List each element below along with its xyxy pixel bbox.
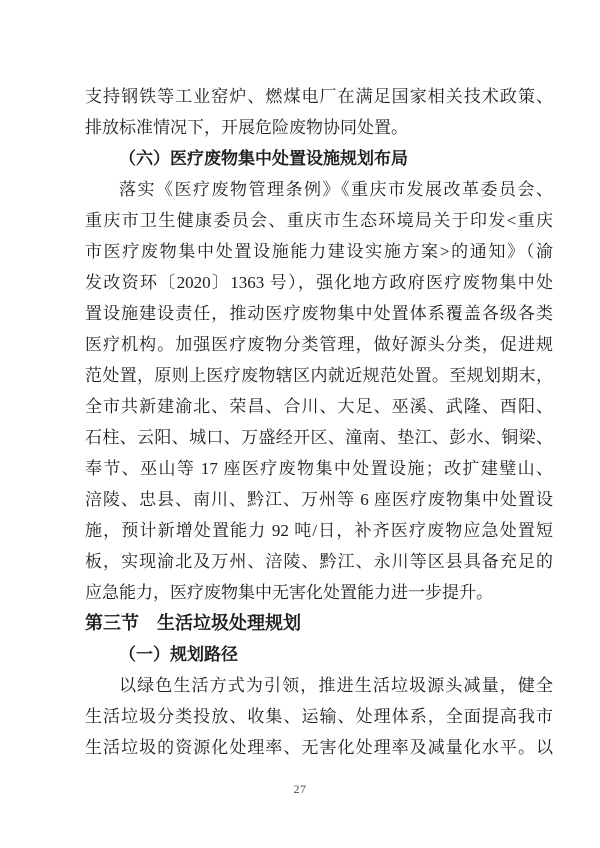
- text-line: 置设施建设责任，推动医疗废物集中处置体系覆盖各级各类: [85, 304, 553, 323]
- text-line: 石柱、云阳、城口、万盛经开区、潼南、垫江、彭水、铜梁、: [85, 428, 553, 447]
- text-line: 市医疗废物集中处置设施能力建设实施方案>的通知》（渝: [85, 242, 553, 261]
- document-body: [85, 81, 553, 763]
- text-line: 排放标准情况下，开展危险废物协同处置。: [85, 118, 408, 137]
- text-line: 发改资环〔2020〕1363 号），强化地方政府医疗废物集中处: [85, 273, 553, 292]
- text-line: 全市共新建渝北、荣昌、合川、大足、巫溪、武隆、酉阳、: [85, 397, 553, 416]
- text-line: 涪陵、忠县、南川、黔江、万州等 6 座医疗废物集中处置设: [85, 490, 553, 509]
- text-line: 板，实现渝北及万州、涪陵、黔江、永川等区县具备充足的: [85, 552, 553, 571]
- page-number: 27: [293, 782, 307, 796]
- sub-heading: （六）医疗废物集中处置设施规划布局: [119, 149, 408, 168]
- text-line: 以绿色生活方式为引领，推进生活垃圾源头减量，健全: [119, 676, 553, 695]
- text-line: 应急能力，医疗废物集中无害化处置能力进一步提升。: [85, 583, 493, 602]
- sub-heading: （一）规划路径: [119, 645, 238, 664]
- text-line: 医疗机构。加强医疗废物分类管理，做好源头分类，促进规: [85, 335, 553, 354]
- text-line: 奉节、巫山等 17 座医疗废物集中处置设施；改扩建璧山、: [85, 459, 553, 478]
- text-line: 重庆市卫生健康委员会、重庆市生态环境局关于印发<重庆: [85, 211, 553, 230]
- text-line: 施，预计新增处置能力 92 吨/日，补齐医疗废物应急处置短: [85, 521, 553, 540]
- text-line: 生活垃圾的资源化处理率、无害化处理率及减量化水平。以: [85, 738, 553, 757]
- text-line: 范处置，原则上医疗废物辖区内就近规范处置。至规划期末，: [85, 366, 553, 385]
- text-line: 生活垃圾分类投放、收集、运输、处理体系，全面提高我市: [85, 707, 553, 726]
- text-line: 落实《医疗废物管理条例》《重庆市发展改革委员会、: [119, 180, 553, 199]
- section-heading: 第三节 生活垃圾处理规划: [85, 613, 301, 633]
- text-line: 支持钢铁等工业窑炉、燃煤电厂在满足国家相关技术政策、: [85, 87, 553, 106]
